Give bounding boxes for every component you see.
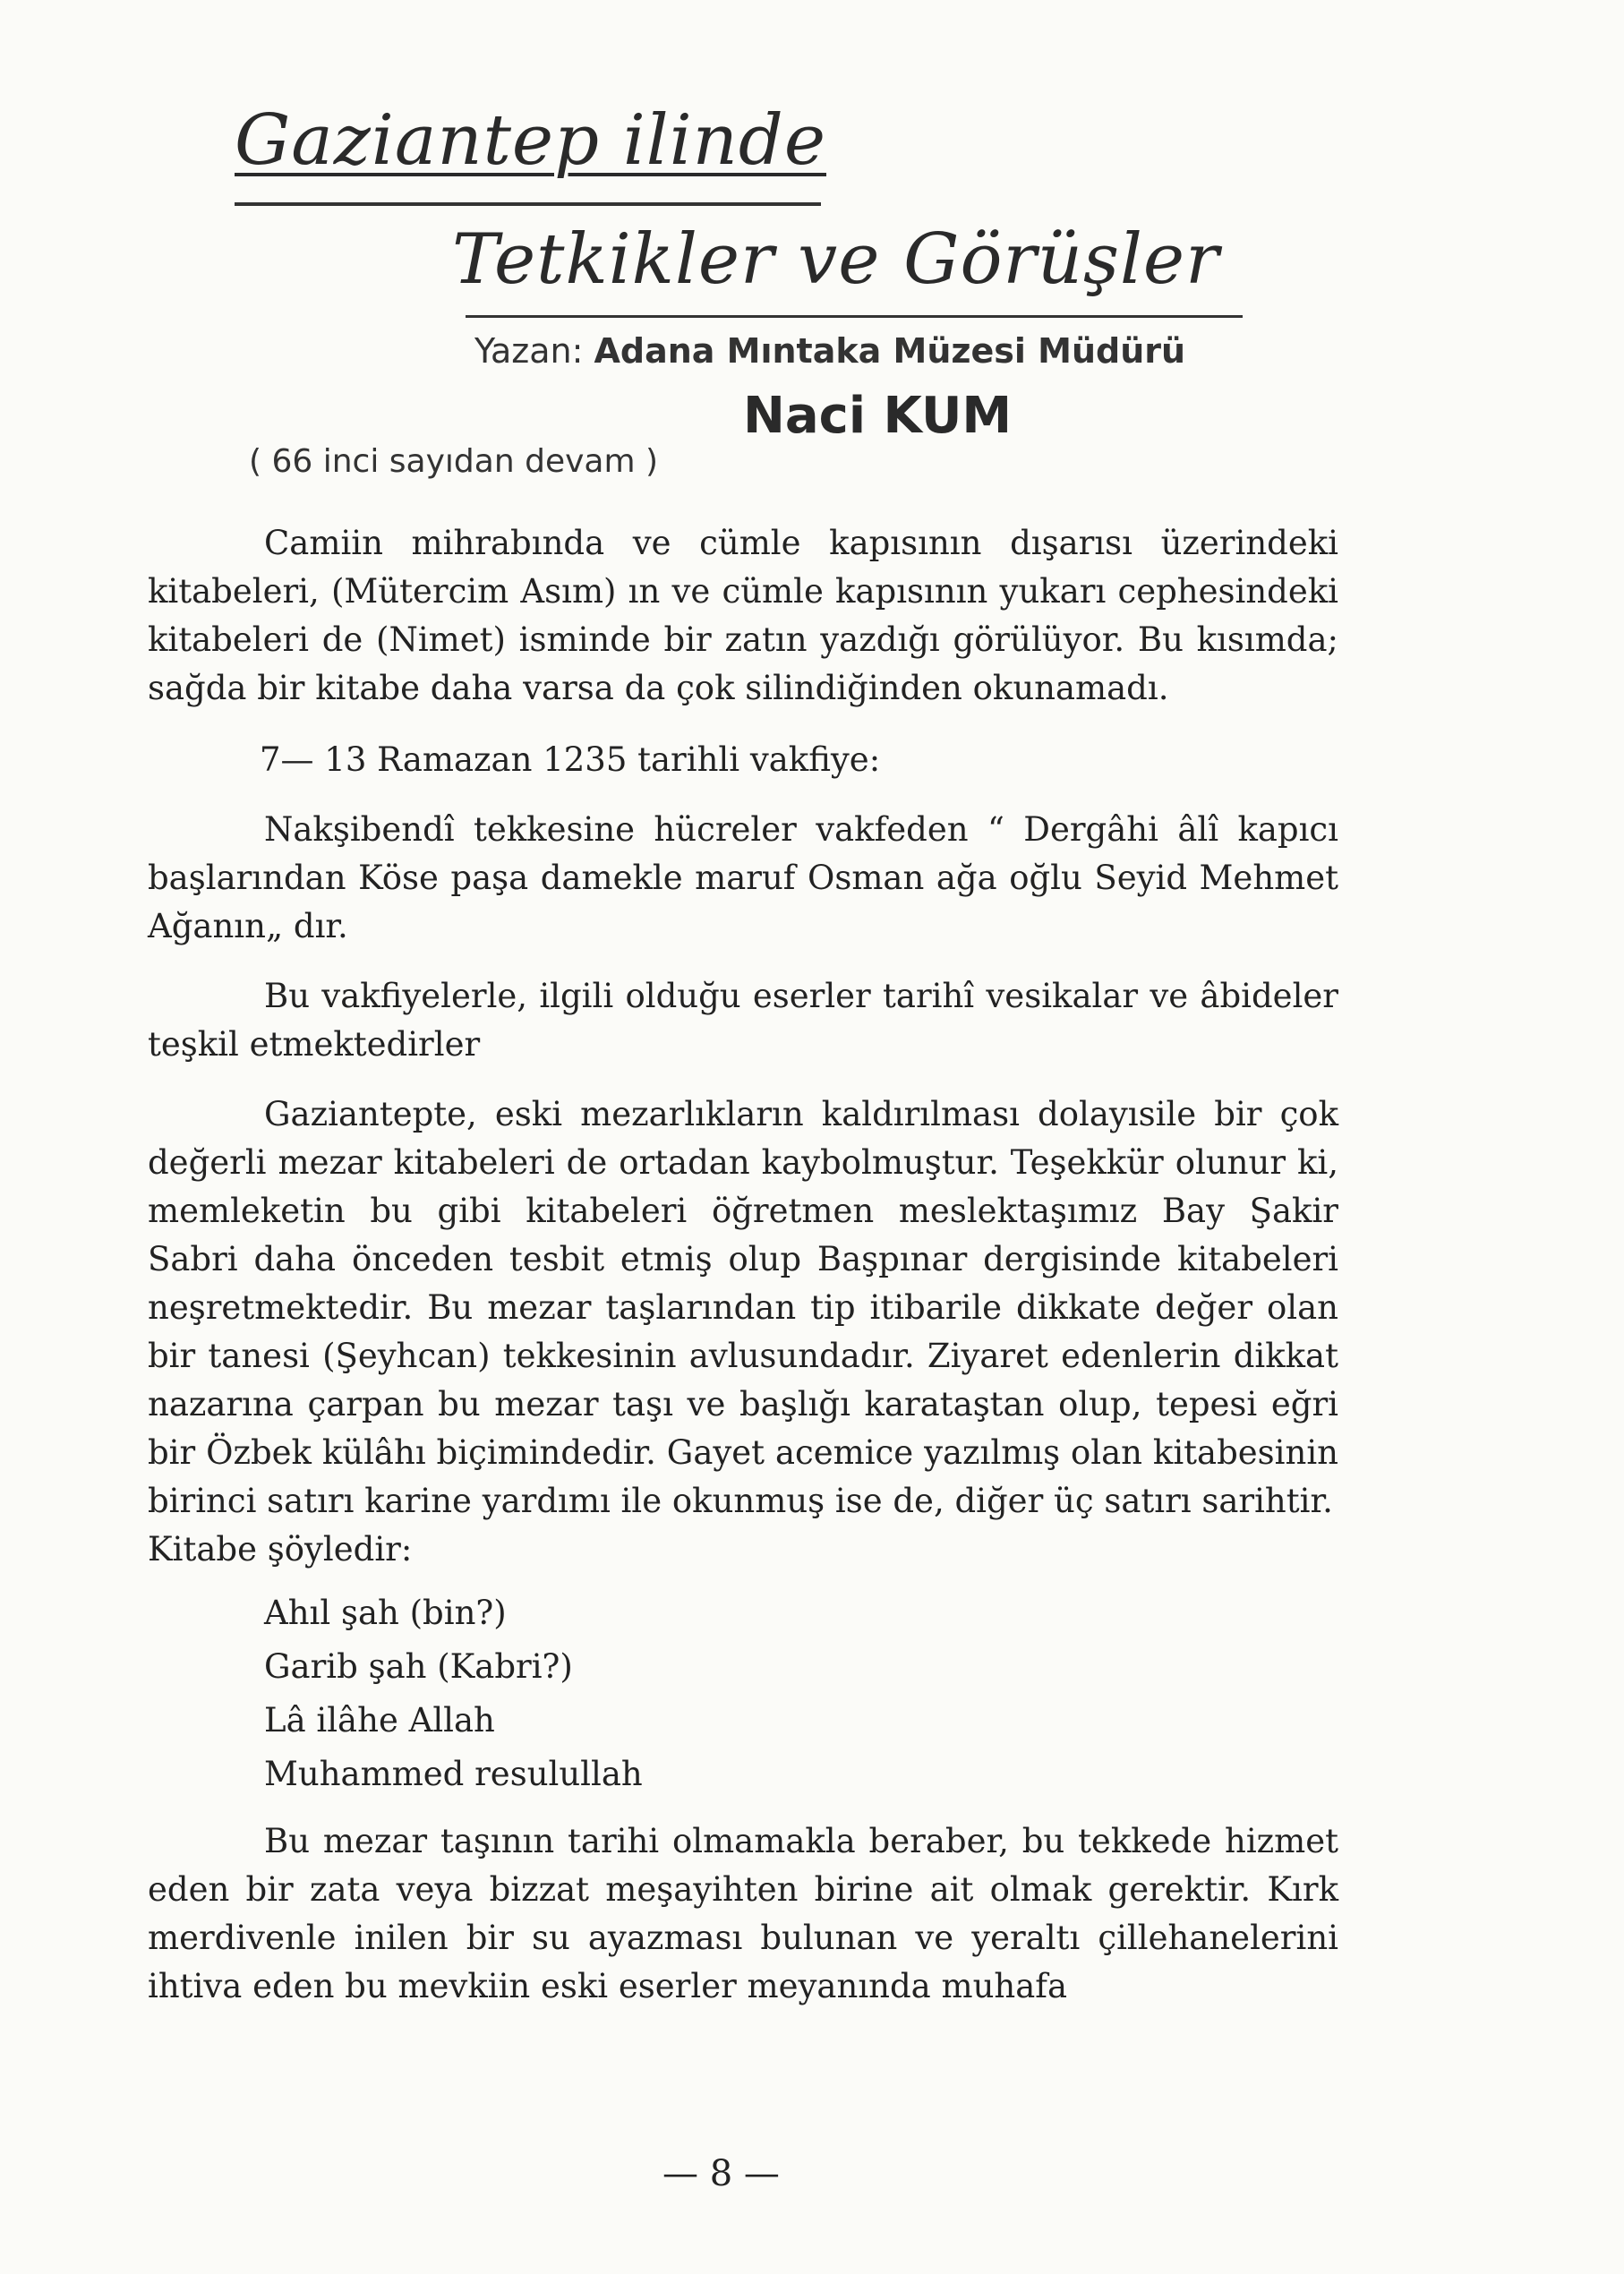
paragraph-6: Kitabe şöyledir: bbox=[148, 1530, 413, 1569]
title-rule bbox=[466, 315, 1243, 318]
inscription-line: Lâ ilâhe Allah bbox=[264, 1701, 495, 1740]
byline-prefix: Yazan: bbox=[474, 331, 584, 371]
article-body bbox=[148, 519, 1338, 2011]
continuation-note: ( 66 inci sayıdan devam ) bbox=[249, 443, 659, 480]
byline bbox=[474, 331, 1185, 371]
paragraph-1: Camiin mihrabında ve cümle kapısının dışarısı üzerindeki kitabeleri, (Mütercim Asım) ın ve cümle kapısının yukarı cephesindeki kitabeleri de (Nimet) isminde bir zatın yazdığı görülüyor. Bu kısımda; sağda bir kitabe daha varsa da çok silindiğinden okunamadı. bbox=[148, 524, 1338, 707]
inscription-line: Ahıl şah (bin?) bbox=[264, 1594, 507, 1632]
paragraph-3: Nakşibendî tekkesine hücreler vakfeden “ Dergâhi âlî kapıcı başlarından Köse paşa damekle maruf Osman ağa oğlu Seyid Mehmet Ağanın„ dır. bbox=[148, 810, 1338, 945]
inscription-lines bbox=[264, 1586, 1338, 1801]
page-number: — 8 — bbox=[662, 2153, 780, 2194]
article-title-line2: Tetkikler ve Görüşler bbox=[452, 219, 1220, 300]
inscription-line: Muhammed resulullah bbox=[264, 1755, 643, 1793]
title-underline-rule bbox=[235, 202, 821, 206]
paragraph-4: Bu vakfiyelerle, ilgili olduğu eserler tarihî vesikalar ve âbideler teşkil etmektedirler bbox=[148, 977, 1338, 1064]
author-name: Naci KUM bbox=[743, 387, 1013, 445]
article-title-line1: Gaziantep ilinde bbox=[235, 100, 826, 181]
paragraph-5: Gaziantepte, eski mezarlıkların kaldırılması dolayısile bir çok değerli mezar kitabeleri de ortadan kaybolmuştur. Teşekkür olunur ki, memleketin bu gibi kitabeleri öğretmen meslektaşımız Bay Şakir Sabri daha önceden tesbit etmiş olup Başpınar dergisinde kitabeleri neşretmektedir. Bu mezar taşlarından tip itibarile dikkate değer olan bir tanesi (Şeyhcan) tekkesinin avlusundadır. Ziyaret edenlerin dikkat nazarına çarpan bu mezar taşı ve başlığı karataştan olup, tepesi eğri bir Özbek külâhı biçimindedir. Gayet acemice yazılmış olan kitabesinin birinci satırı karine yardımı ile okunmuş ise de, diğer üç satırı sarihtir. bbox=[148, 1095, 1338, 1520]
byline-organization: Adana Mıntaka Müzesi Müdürü bbox=[594, 331, 1186, 371]
paragraph-2: 7— 13 Ramazan 1235 tarihli vakfiye: bbox=[260, 740, 881, 779]
paragraph-7: Bu mezar taşının tarihi olmamakla beraber, bu tekkede hizmet eden bir zata veya bizzat meşayihten birine ait olmak gerektir. Kırk merdivenle inilen bir su ayazması bulunan ve yeraltı çillehanelerini ihtiva eden bu mevkiin eski eserler meyanında muhafa bbox=[148, 1822, 1338, 2005]
inscription-line: Garib şah (Kabri?) bbox=[264, 1647, 573, 1686]
